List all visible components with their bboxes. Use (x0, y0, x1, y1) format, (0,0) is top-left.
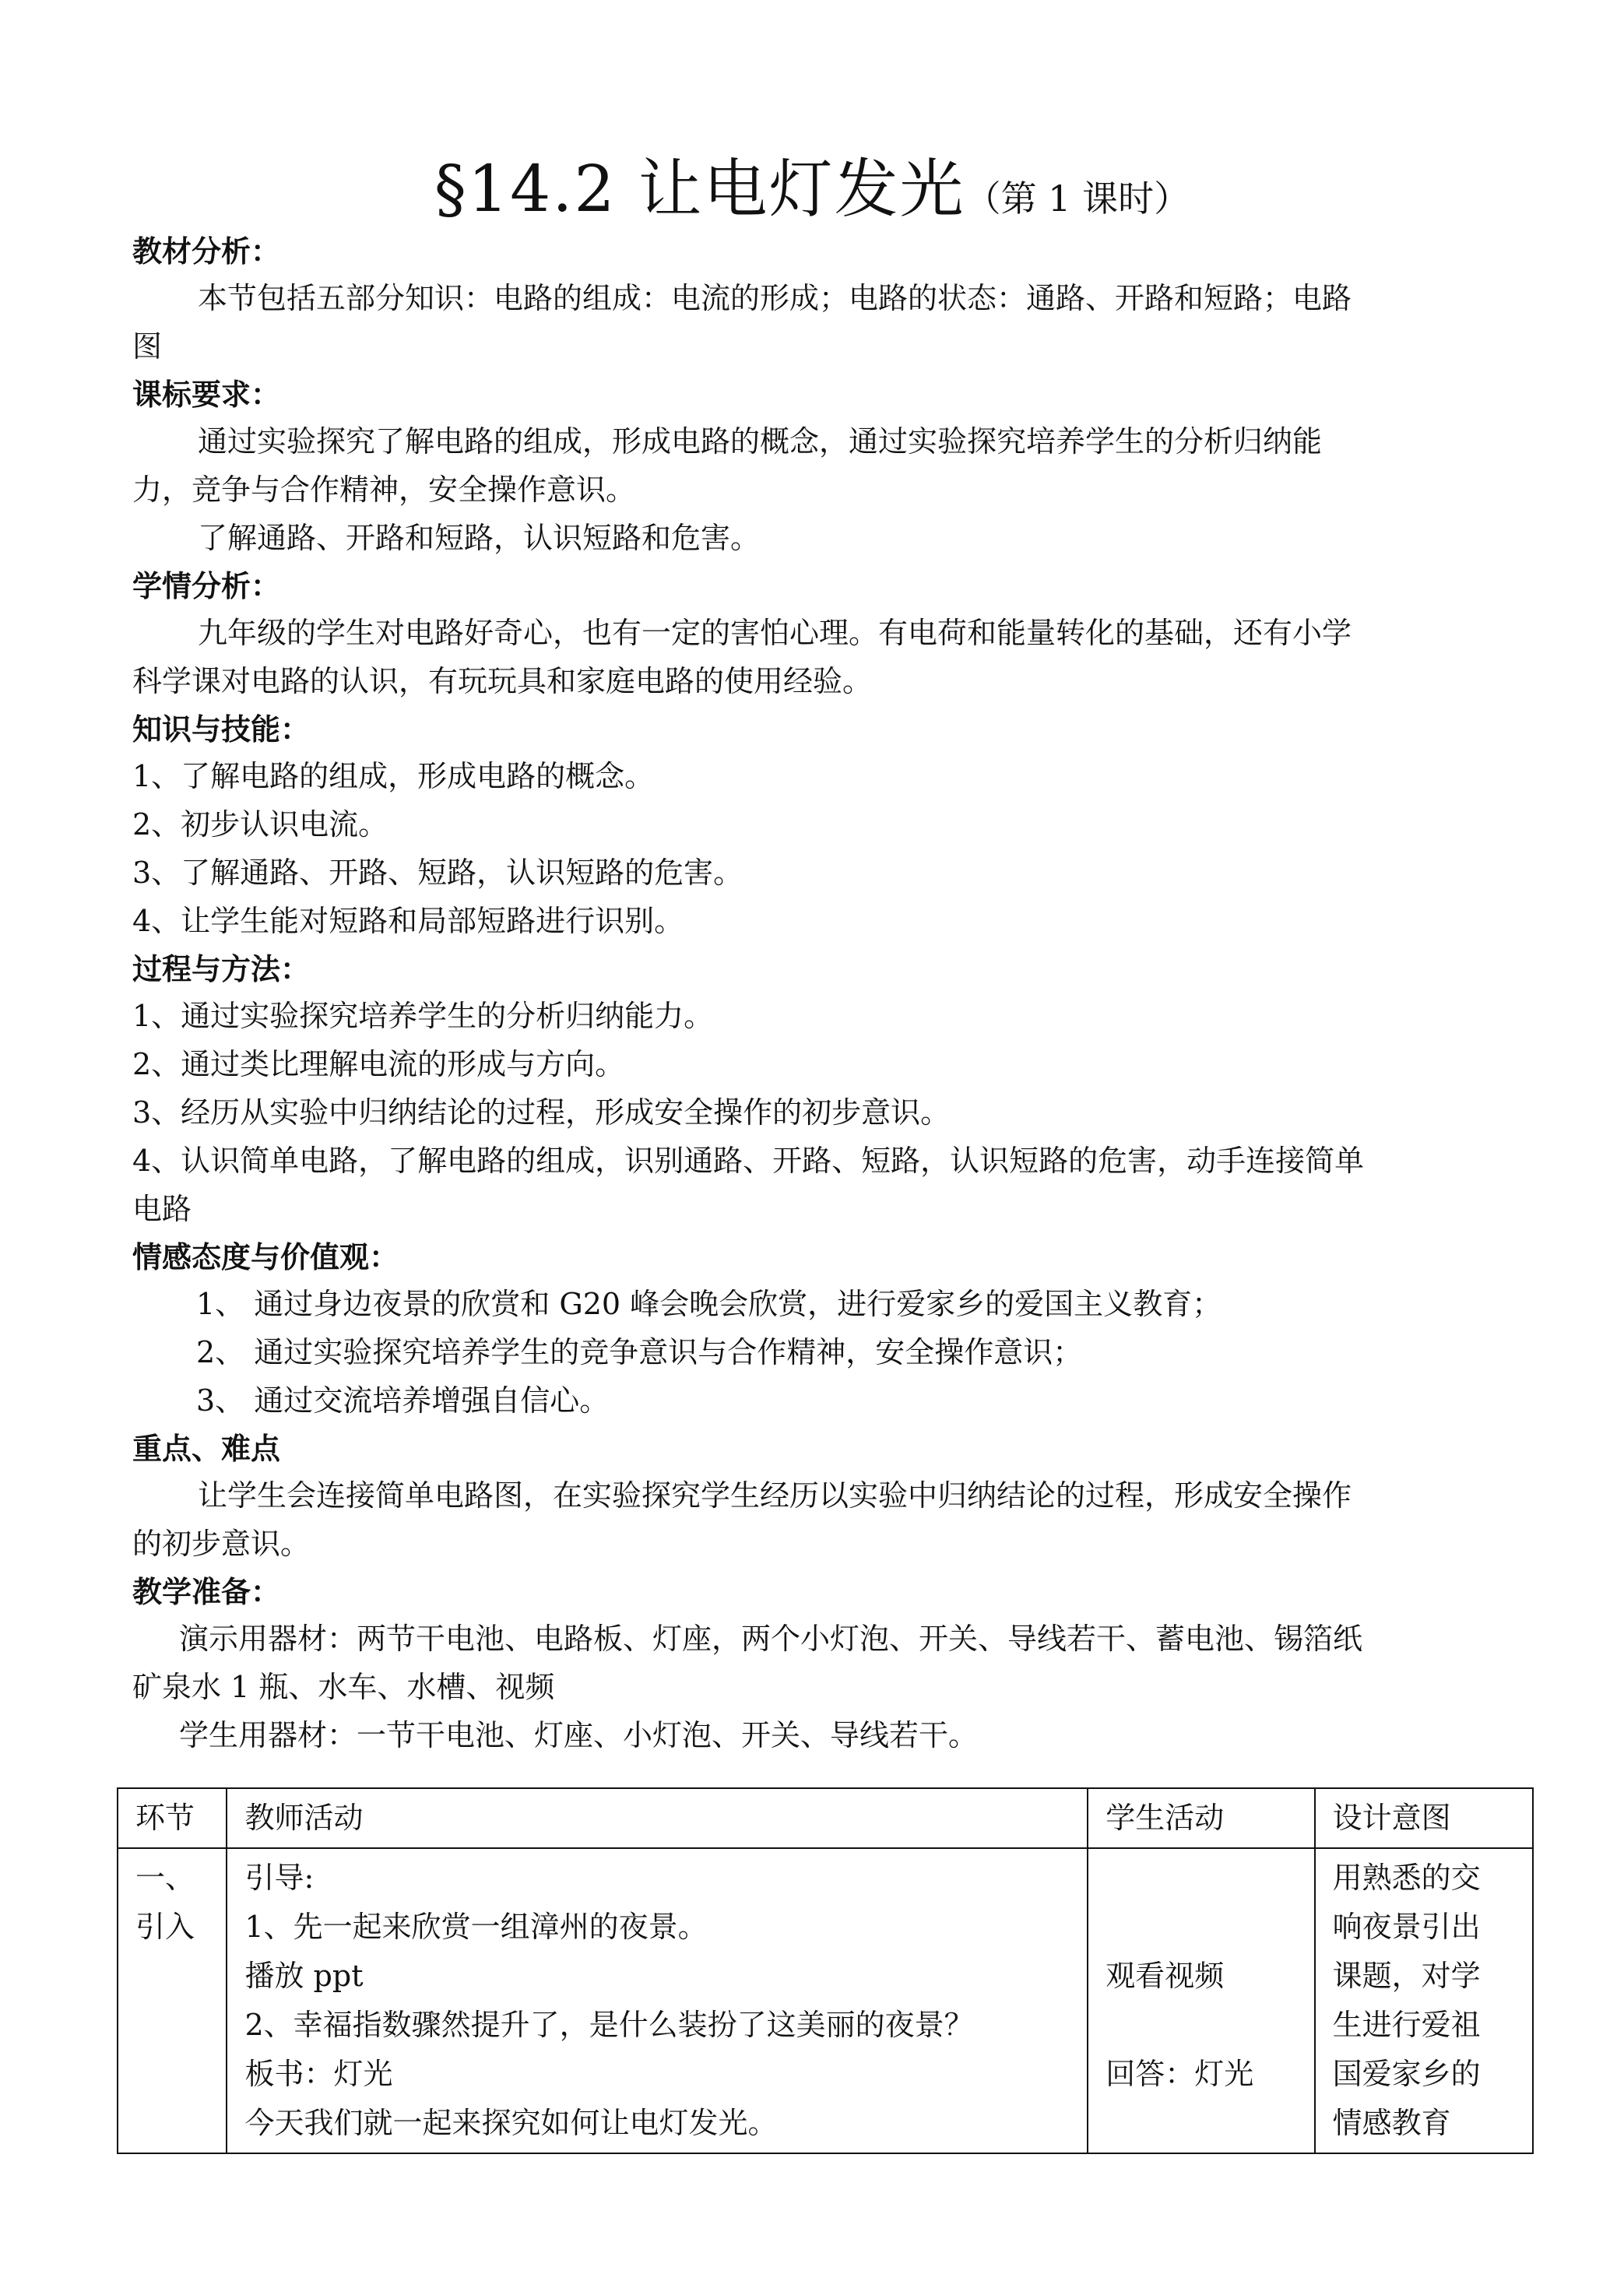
intent-line: 课题，对学 (1332, 1959, 1481, 1993)
knowledge-item: 1、了解电路的组成，形成电路的概念。 (132, 759, 655, 793)
curriculum-line: 通过实验探究了解电路的组成，形成电路的概念，通过实验探究培养学生的分析归纳能 (198, 424, 1323, 459)
knowledge-item: 3、了解通路、开路、短路，认识短路的危害。 (132, 856, 743, 890)
emotion-item: 2、 通过实验探究培养学生的竞争意识与合作精神，安全操作意识； (196, 1335, 1083, 1369)
curriculum-heading: 课标要求： (132, 377, 281, 412)
student-cell (1088, 1848, 1314, 2153)
student-analysis-line: 科学课对电路的认识，有玩玩具和家庭电路的使用经验。 (132, 664, 873, 698)
knowledge-item: 2、初步认识电流。 (132, 807, 388, 842)
header-intent: 设计意图 (1315, 1788, 1533, 1848)
student-line: 回答：灯光 (1106, 2057, 1254, 2091)
table-header-row (118, 1788, 1533, 1848)
stage-cell (118, 1848, 227, 2153)
teacher-line: 1、先一起来欣赏一组漳州的夜景。 (244, 1910, 708, 1944)
student-line (1106, 1903, 1296, 1952)
key-points-heading: 重点、难点 (132, 1431, 281, 1466)
student-line (1106, 2001, 1296, 2050)
preparation-line: 演示用器材：两节干电池、电路板、灯座，两个小灯泡、开关、导线若干、蓄电池、锡箔纸 (179, 1622, 1363, 1656)
lesson-table (117, 1787, 1534, 2154)
teacher-cell (227, 1848, 1088, 2153)
preparation-heading: 教学准备： (132, 1574, 281, 1609)
header-stage: 环节 (118, 1788, 227, 1848)
curriculum-line: 力，竞争与合作精神，安全操作意识。 (132, 473, 636, 507)
teacher-line: 播放 ppt (244, 1959, 364, 1993)
student-analysis-line: 九年级的学生对电路好奇心，也有一定的害怕心理。有电荷和能量转化的基础，还有小学 (198, 616, 1352, 650)
key-points-line: 让学生会连接简单电路图，在实验探究学生经历以实验中归纳结论的过程，形成安全操作 (198, 1478, 1352, 1513)
teacher-line: 2、幸福指数骤然提升了，是什么装扮了这美丽的夜景？ (244, 2008, 974, 2042)
textbook-analysis-line: 图 (132, 329, 163, 364)
emotion-heading: 情感态度与价值观： (132, 1239, 399, 1274)
title-sub: （第 1 课时） (965, 177, 1190, 220)
process-item: 4、认识简单电路，了解电路的组成，识别通路、开路、短路，认识短路的危害，动手连接简单 (132, 1144, 1365, 1178)
process-item: 电路 (132, 1192, 192, 1226)
process-item: 2、通过类比理解电流的形成与方向。 (132, 1047, 625, 1081)
knowledge-heading: 知识与技能： (132, 712, 311, 747)
stage-line: 一、 (135, 1861, 195, 1895)
knowledge-item: 4、让学生能对短路和局部短路进行识别。 (132, 904, 684, 938)
header-student: 学生活动 (1088, 1788, 1314, 1848)
intent-line: 国爱家乡的 (1332, 2057, 1481, 2091)
header-teacher: 教师活动 (227, 1788, 1088, 1848)
title-main: §14.2 让电灯发光 (434, 153, 965, 227)
table-row (118, 1848, 1533, 2153)
textbook-analysis-heading: 教材分析： (132, 234, 281, 269)
emotion-item: 1、 通过身边夜景的欣赏和 G20 峰会晚会欣赏，进行爱家乡的爱国主义教育； (196, 1287, 1222, 1321)
key-points-line: 的初步意识。 (132, 1527, 311, 1561)
stage-line: 引入 (135, 1910, 195, 1944)
student-line (1106, 2099, 1296, 2148)
teacher-line: 板书：灯光 (244, 2057, 393, 2091)
intent-cell (1315, 1848, 1533, 2153)
document-body (132, 227, 1503, 1759)
process-item: 1、通过实验探究培养学生的分析归纳能力。 (132, 999, 714, 1033)
curriculum-line: 了解通路、开路和短路，认识短路和危害。 (198, 521, 761, 555)
emotion-item: 3、 通过交流培养增强自信心。 (196, 1383, 610, 1418)
teacher-line: 引导: (244, 1861, 315, 1895)
page-title (0, 139, 1624, 230)
preparation-line: 矿泉水 1 瓶、水车、水槽、视频 (132, 1670, 555, 1704)
textbook-analysis-line: 本节包括五部分知识：电路的组成：电流的形成；电路的状态：通路、开路和短路；电路 (198, 281, 1352, 315)
student-line: 观看视频 (1106, 1959, 1225, 1993)
student-line (1106, 1854, 1296, 1903)
process-item: 3、经历从实验中归纳结论的过程，形成安全操作的初步意识。 (132, 1095, 951, 1130)
intent-line: 生进行爱祖 (1332, 2008, 1481, 2042)
process-heading: 过程与方法： (132, 951, 311, 986)
teacher-line: 今天我们就一起来探究如何让电灯发光。 (244, 2106, 778, 2140)
student-analysis-heading: 学情分析： (132, 568, 281, 603)
preparation-line: 学生用器材：一节干电池、灯座、小灯泡、开关、导线若干。 (179, 1718, 979, 1752)
intent-line: 用熟悉的交 (1332, 1861, 1481, 1895)
intent-line: 情感教育 (1332, 2106, 1451, 2140)
intent-line: 响夜景引出 (1332, 1910, 1481, 1944)
